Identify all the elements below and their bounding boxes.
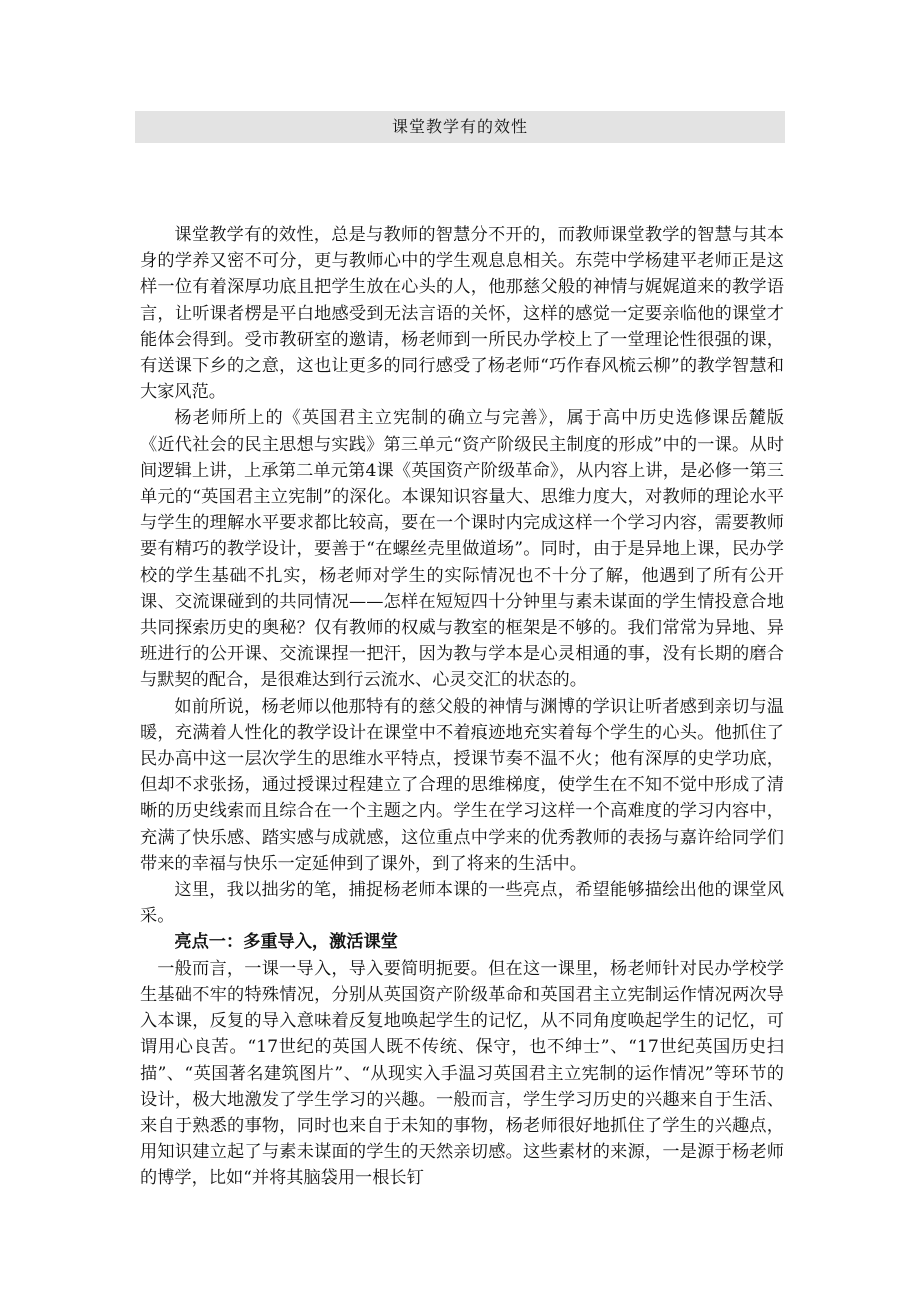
section-heading: 亮点一：多重导入，激活课堂 <box>174 932 398 953</box>
paragraph-teaching-style: 如前所说，杨老师以他那特有的慈父般的神情与渊博的学识让听者感到亲切与温暖，充满着人性化的教学设计在课堂中不着痕迹地充实着每个学生的心头。他抓住了民办高中这一层次学生的思维水平特点，授课节奏不温不火；他有深厚的史学功底，但却不求张扬，通过授课过程建立了合理的思维梯度，使学生在不知不觉中形成了清晰的历史线索而且综合在一个主题之内。学生在学习这样一个高难度的学习内容中，充满了快乐感、踏实感与成就感，这位重点中学来的优秀教师的表扬与嘉许给同学们带来的幸福与快乐一定延伸到了课外，到了将来的生活中。 <box>140 696 784 874</box>
paragraph-transition: 这里，我以拙劣的笔，捕捉杨老师本课的一些亮点，希望能够描绘出他的课堂风采。 <box>140 880 784 927</box>
paragraph-lesson-context: 杨老师所上的《英国君主立宪制的确立与完善》，属于高中历史选修课岳麓版《近代社会的民主思想与实践》第三单元“资产阶级民主制度的形成”中的一课。从时间逻辑上讲，上承第二单元第4课《英国资产阶级革命》，从内容上讲，是必修一第三单元的“英国君主立宪制”的深化。本课知识容量大、思维力度大，对教师的理论水平与学生的理解水平要求都比较高，要在一个课时内完成这样一个学习内容，需要教师要有精巧的教学设计，要善于“在螺丝壳里做道场”。同时，由于是异地上课，民办学校的学生基础不扎实，杨老师对学生的实际情况也不十分了解，他遇到了所有公开课、交流课碰到的共同情况——怎样在短短四十分钟里与素未谋面的学生情投意合地共同探索历史的奥秘？仅有教师的权威与教室的框架是不够的。我们常常为异地、异班进行的公开课、交流课捏一把汗，因为教与学本是心灵相通的事，没有长期的磨合与默契的配合，是很难达到行云流水、心灵交汇的状态的。 <box>140 408 784 691</box>
document-body <box>140 222 784 1192</box>
document-title: 课堂教学有的效性 <box>135 111 785 143</box>
paragraph-intro: 课堂教学有的效性，总是与教师的智慧分不开的，而教师课堂教学的智慧与其本身的学养又密不可分，更与教师心中的学生观息息相关。东莞中学杨建平老师正是这样一位有着深厚功底且把学生放在心头的人，他那慈父般的神情与娓娓道来的教学语言，让听课者楞是平白地感受到无法言语的关怀，这样的感觉一定要亲临他的课堂才能体会得到。受市教研室的邀请，杨老师到一所民办学校上了一堂理论性很强的课，有送课下乡的之意，这也让更多的同行感受了杨老师“巧作春风梳云柳”的教学智慧和大家风范。 <box>140 225 784 403</box>
paragraph-section-one: 一般而言，一课一导入，导入要简明扼要。但在这一课里，杨老师针对民办学校学生基础不牢的特殊情况，分别从英国资产阶级革命和英国君主立宪制运作情况两次导入本课，反复的导入意味着反复地唤起学生的记忆，从不同角度唤起学生的记忆，可谓用心良苦。“17世纪的英国人既不传统、保守，也不绅士”、“17世纪英国历史扫描”、“英国著名建筑图片”、“从现实入手温习英国君主立宪制的运作情况”等环节的设计，极大地激发了学生学习的兴趣。一般而言，学生学习历史的兴趣来自于生活、来自于熟悉的事物，同时也来自于未知的事物，杨老师很好地抓住了学生的兴趣点，用知识建立起了与素未谋面的学生的天然亲切感。这些素材的来源，一是源于杨老师的博学，比如“并将其脑袋用一根长钉 <box>140 958 784 1189</box>
